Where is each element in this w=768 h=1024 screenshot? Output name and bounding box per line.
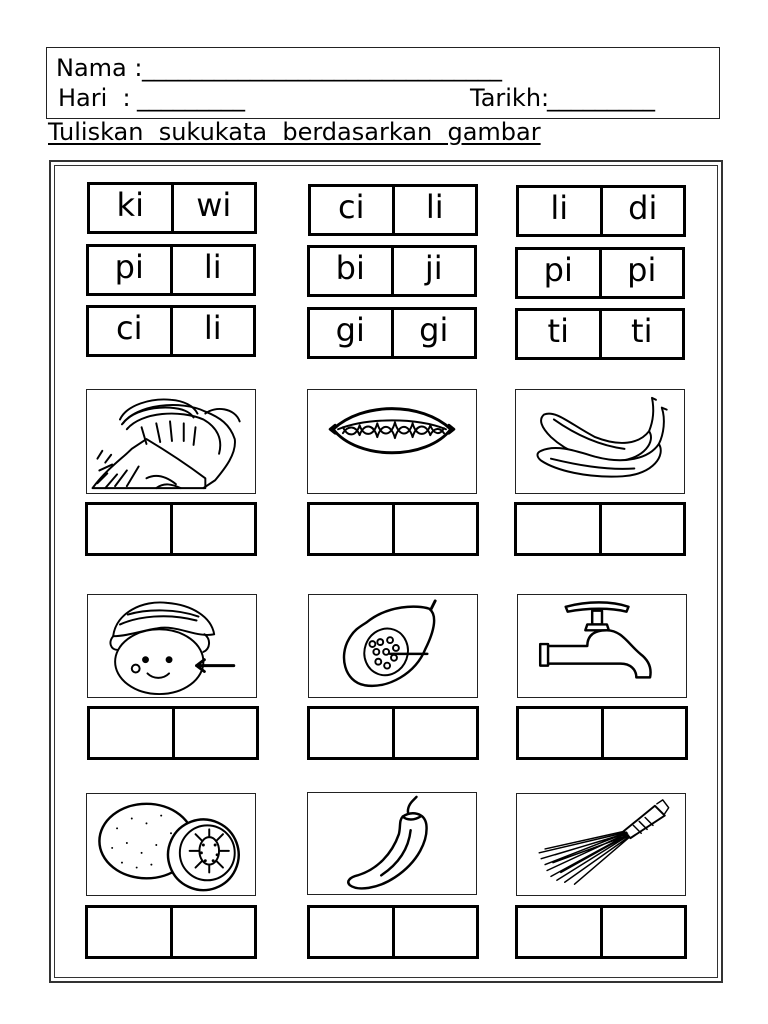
answer-cell[interactable] [172,709,257,757]
answer-cell[interactable] [519,709,601,757]
syllable-box [516,185,686,237]
syllable-box [308,184,478,236]
picture-frame [515,389,685,494]
picture-frame [87,594,257,698]
answer-cell[interactable] [392,709,477,757]
kiwi-icon [87,794,255,895]
broom-icon [517,794,685,895]
syllable-cell: bi [335,249,365,287]
picture-frame [308,594,478,698]
instruction-text: Tuliskan sukukata berdasarkan gambar [48,118,541,146]
answer-cell[interactable] [310,908,392,956]
answer-box[interactable] [514,502,686,556]
syllable-cell: di [600,188,684,234]
answer-box[interactable] [307,706,479,760]
syllable-box [515,308,685,360]
name-blank[interactable]: ______________________________ [142,54,502,82]
picture-frame [517,594,687,698]
cliff-icon [87,390,255,493]
answer-cell[interactable] [601,709,686,757]
answer-box[interactable] [85,905,257,959]
day-blank[interactable]: _________ [137,84,245,112]
answer-cell[interactable] [599,505,684,553]
answer-cell[interactable] [310,709,392,757]
syllable-box [307,245,477,297]
syllable-cell: pi [599,250,683,296]
chili-icon [308,793,476,894]
syllable-cell: gi [335,311,365,349]
picture-frame [516,793,686,896]
answer-cell[interactable] [600,908,685,956]
day-label: Hari : [58,84,131,112]
syllable-cell: li [392,187,476,233]
answer-cell[interactable] [392,908,477,956]
syllable-cell: li [550,189,569,227]
answer-cell[interactable] [170,908,255,956]
answer-cell[interactable] [88,908,170,956]
syllable-box [87,182,257,234]
syllable-cell: li [170,247,254,293]
picture-frame [86,793,256,896]
picture-frame [307,792,477,895]
answer-box[interactable] [307,502,479,556]
answer-box[interactable] [516,706,688,760]
answer-cell[interactable] [88,505,170,553]
date-label: Tarikh: [470,84,550,112]
syllable-box [86,244,256,296]
syllable-cell: wi [171,185,255,231]
syllable-cell: li [170,308,254,354]
syllable-cell: ti [547,312,569,350]
peppers-icon [516,390,684,493]
answer-cell[interactable] [517,505,599,553]
answer-cell[interactable] [392,505,477,553]
papaya-seed-icon [309,595,477,697]
answer-box[interactable] [85,502,257,556]
answer-box[interactable] [515,905,687,959]
syllable-cell: gi [391,310,475,356]
answer-cell[interactable] [518,908,600,956]
tap-icon [518,595,686,697]
teeth-icon [308,390,476,493]
picture-frame [307,389,477,494]
answer-box[interactable] [87,706,259,760]
cheek-icon [88,595,256,697]
syllable-box [307,307,477,359]
picture-frame [86,389,256,494]
syllable-cell: pi [543,251,573,289]
answer-cell[interactable] [90,709,172,757]
syllable-cell: ji [391,248,475,294]
syllable-cell: pi [114,248,144,286]
syllable-cell: ti [599,311,683,357]
syllable-cell: ki [116,186,144,224]
name-label: Nama : [56,54,143,82]
syllable-box [86,305,256,357]
answer-box[interactable] [307,905,479,959]
syllable-cell: ci [116,309,143,347]
syllable-box [515,247,685,299]
date-blank[interactable]: _________ [547,84,655,112]
answer-cell[interactable] [310,505,392,553]
syllable-cell: ci [338,188,365,226]
answer-cell[interactable] [170,505,255,553]
